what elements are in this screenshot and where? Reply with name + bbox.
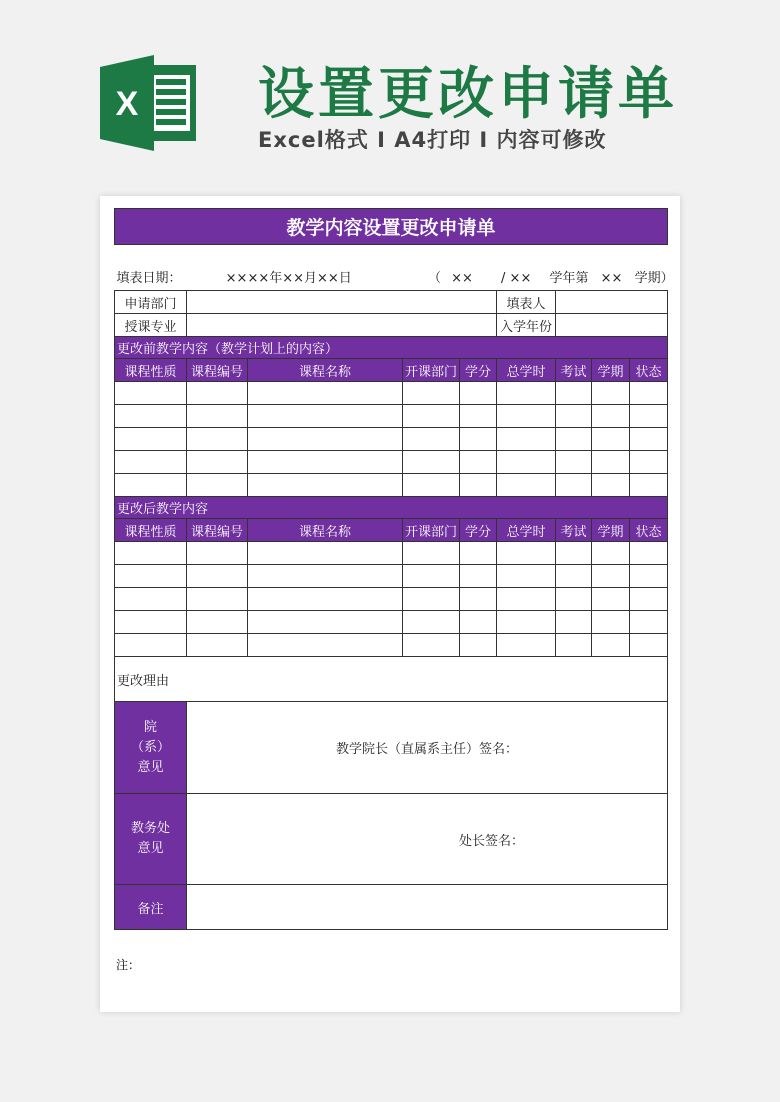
office-opinion-field[interactable] bbox=[187, 794, 668, 885]
table-cell[interactable] bbox=[403, 382, 460, 405]
table-cell[interactable] bbox=[115, 565, 187, 588]
filler-input[interactable] bbox=[556, 291, 668, 314]
table-cell[interactable] bbox=[556, 634, 592, 657]
table-cell[interactable] bbox=[592, 634, 630, 657]
form-paper bbox=[100, 196, 680, 1012]
table-cell[interactable] bbox=[460, 405, 497, 428]
table-cell[interactable] bbox=[248, 588, 403, 611]
office-label: 教务处 意见 bbox=[115, 794, 187, 885]
table-cell[interactable] bbox=[403, 474, 460, 497]
col-header: 课程性质 bbox=[115, 359, 187, 382]
table-row bbox=[115, 405, 668, 428]
table-cell[interactable] bbox=[556, 611, 592, 634]
term-close: 学期） bbox=[634, 270, 674, 286]
table-cell[interactable] bbox=[115, 588, 187, 611]
table-cell[interactable] bbox=[556, 382, 592, 405]
after-section-header: 更改后教学内容 bbox=[115, 497, 668, 519]
table-row bbox=[115, 451, 668, 474]
col-header: 课程名称 bbox=[248, 359, 403, 382]
term-year-start[interactable]: ×× bbox=[451, 270, 473, 286]
major-label: 授课专业 bbox=[115, 314, 187, 337]
table-cell[interactable] bbox=[115, 542, 187, 565]
term-number[interactable]: ×× bbox=[600, 270, 623, 286]
term-year-end[interactable]: / ×× bbox=[501, 270, 532, 286]
after-column-headers bbox=[115, 519, 668, 542]
table-cell[interactable] bbox=[187, 474, 248, 497]
table-cell[interactable] bbox=[460, 382, 497, 405]
table-cell[interactable] bbox=[248, 474, 403, 497]
table-cell[interactable] bbox=[497, 611, 556, 634]
table-cell[interactable] bbox=[248, 634, 403, 657]
college-sign-label: 教学院长（直属系主任）签名： bbox=[336, 742, 519, 757]
before-column-headers bbox=[115, 359, 668, 382]
table-cell[interactable] bbox=[592, 588, 630, 611]
col-header: 总学时 bbox=[497, 519, 556, 542]
table-cell[interactable] bbox=[497, 405, 556, 428]
table-cell[interactable] bbox=[460, 451, 497, 474]
table-cell[interactable] bbox=[630, 382, 668, 405]
date-row bbox=[115, 263, 674, 291]
table-cell[interactable] bbox=[592, 474, 630, 497]
col-header: 课程编号 bbox=[187, 519, 248, 542]
col-header: 课程编号 bbox=[187, 359, 248, 382]
dept-label: 申请部门 bbox=[115, 291, 187, 314]
college-label: 院 （系） 意见 bbox=[115, 702, 187, 794]
table-cell[interactable] bbox=[460, 588, 497, 611]
table-cell[interactable] bbox=[187, 405, 248, 428]
table-cell[interactable] bbox=[592, 405, 630, 428]
table-cell[interactable] bbox=[460, 565, 497, 588]
table-row bbox=[115, 428, 668, 451]
table-row bbox=[115, 382, 668, 405]
table-cell[interactable] bbox=[592, 565, 630, 588]
table-cell[interactable] bbox=[630, 542, 668, 565]
form-title: 教学内容设置更改申请单 bbox=[115, 209, 668, 245]
table-cell[interactable] bbox=[460, 611, 497, 634]
table-cell[interactable] bbox=[115, 611, 187, 634]
table-cell[interactable] bbox=[115, 405, 187, 428]
office-sign-label: 处长签名： bbox=[459, 833, 525, 849]
table-cell[interactable] bbox=[403, 542, 460, 565]
col-header: 学分 bbox=[460, 359, 497, 382]
col-header: 考试 bbox=[556, 359, 592, 382]
table-cell[interactable] bbox=[248, 428, 403, 451]
table-cell[interactable] bbox=[403, 405, 460, 428]
table-cell[interactable] bbox=[630, 474, 668, 497]
table-cell[interactable] bbox=[115, 428, 187, 451]
table-cell[interactable] bbox=[630, 565, 668, 588]
major-input[interactable] bbox=[187, 314, 497, 337]
col-header: 总学时 bbox=[497, 359, 556, 382]
table-cell[interactable] bbox=[497, 428, 556, 451]
table-cell[interactable] bbox=[556, 474, 592, 497]
after-rows bbox=[115, 542, 668, 657]
col-header: 课程名称 bbox=[248, 519, 403, 542]
table-cell[interactable] bbox=[497, 474, 556, 497]
table-cell[interactable] bbox=[187, 382, 248, 405]
table-cell[interactable] bbox=[248, 405, 403, 428]
col-header: 学期 bbox=[592, 519, 630, 542]
dept-input[interactable] bbox=[187, 291, 497, 314]
table-cell[interactable] bbox=[592, 428, 630, 451]
reason-field[interactable] bbox=[115, 657, 668, 702]
table-cell[interactable] bbox=[497, 542, 556, 565]
page-subtitle: Excel格式 I A4打印 I 内容可修改 bbox=[258, 128, 607, 152]
table-cell[interactable] bbox=[630, 451, 668, 474]
table-cell[interactable] bbox=[403, 634, 460, 657]
table-cell[interactable] bbox=[460, 634, 497, 657]
date-value[interactable]: ××××年××月××日 bbox=[225, 270, 352, 286]
year-input[interactable] bbox=[556, 314, 668, 337]
table-cell[interactable] bbox=[630, 634, 668, 657]
term-open: （ bbox=[427, 270, 441, 286]
table-cell[interactable] bbox=[248, 382, 403, 405]
before-rows bbox=[115, 382, 668, 497]
excel-logo-icon bbox=[100, 55, 198, 151]
table-cell[interactable] bbox=[556, 451, 592, 474]
note-label: 注： bbox=[116, 958, 141, 972]
table-cell[interactable] bbox=[497, 382, 556, 405]
table-cell[interactable] bbox=[497, 634, 556, 657]
col-header: 开课部门 bbox=[403, 359, 460, 382]
table-cell[interactable] bbox=[403, 611, 460, 634]
application-form bbox=[114, 208, 674, 930]
before-section-header: 更改前教学内容（教学计划上的内容） bbox=[115, 337, 668, 359]
table-cell[interactable] bbox=[630, 428, 668, 451]
table-row bbox=[115, 611, 668, 634]
table-cell[interactable] bbox=[187, 542, 248, 565]
table-cell[interactable] bbox=[187, 565, 248, 588]
table-cell[interactable] bbox=[115, 382, 187, 405]
table-cell[interactable] bbox=[630, 588, 668, 611]
table-row bbox=[115, 474, 668, 497]
table-cell[interactable] bbox=[403, 451, 460, 474]
remark-field[interactable] bbox=[187, 885, 668, 930]
date-label: 填表日期： bbox=[116, 270, 182, 286]
table-cell[interactable] bbox=[556, 405, 592, 428]
remark-label: 备注 bbox=[115, 885, 187, 930]
table-cell[interactable] bbox=[592, 542, 630, 565]
table-row bbox=[115, 542, 668, 565]
table-cell[interactable] bbox=[187, 611, 248, 634]
year-label: 入学年份 bbox=[497, 314, 556, 337]
col-header: 课程性质 bbox=[115, 519, 187, 542]
table-cell[interactable] bbox=[556, 542, 592, 565]
term-label: 学年第 bbox=[549, 270, 589, 286]
table-cell[interactable] bbox=[497, 451, 556, 474]
table-row bbox=[115, 634, 668, 657]
table-cell[interactable] bbox=[592, 382, 630, 405]
table-cell[interactable] bbox=[630, 405, 668, 428]
filler-label: 填表人 bbox=[497, 291, 556, 314]
col-header: 学期 bbox=[592, 359, 630, 382]
table-cell[interactable] bbox=[556, 565, 592, 588]
table-cell[interactable] bbox=[115, 451, 187, 474]
table-cell[interactable] bbox=[115, 474, 187, 497]
col-header: 考试 bbox=[556, 519, 592, 542]
table-cell[interactable] bbox=[460, 428, 497, 451]
page-title: 设置更改申请单 bbox=[258, 62, 678, 127]
col-header: 学分 bbox=[460, 519, 497, 542]
table-cell[interactable] bbox=[187, 428, 248, 451]
table-cell[interactable] bbox=[248, 542, 403, 565]
table-cell[interactable] bbox=[630, 611, 668, 634]
table-row bbox=[115, 565, 668, 588]
table-cell[interactable] bbox=[556, 428, 592, 451]
col-header: 状态 bbox=[630, 519, 668, 542]
table-cell[interactable] bbox=[592, 611, 630, 634]
table-cell[interactable] bbox=[403, 428, 460, 451]
table-cell[interactable] bbox=[592, 451, 630, 474]
reason-label: 更改理由 bbox=[117, 673, 170, 689]
svg-text:X: X bbox=[115, 85, 139, 123]
col-header: 状态 bbox=[630, 359, 668, 382]
table-cell[interactable] bbox=[248, 611, 403, 634]
table-cell[interactable] bbox=[460, 542, 497, 565]
college-opinion-field[interactable] bbox=[187, 702, 668, 794]
table-cell[interactable] bbox=[403, 588, 460, 611]
table-cell[interactable] bbox=[556, 588, 592, 611]
table-cell[interactable] bbox=[460, 474, 497, 497]
table-cell[interactable] bbox=[187, 634, 248, 657]
table-cell[interactable] bbox=[403, 565, 460, 588]
table-row bbox=[115, 588, 668, 611]
table-cell[interactable] bbox=[497, 588, 556, 611]
table-cell[interactable] bbox=[248, 565, 403, 588]
col-header: 开课部门 bbox=[403, 519, 460, 542]
table-cell[interactable] bbox=[497, 565, 556, 588]
table-cell[interactable] bbox=[115, 634, 187, 657]
table-cell[interactable] bbox=[187, 588, 248, 611]
table-cell[interactable] bbox=[248, 451, 403, 474]
table-cell[interactable] bbox=[187, 451, 248, 474]
